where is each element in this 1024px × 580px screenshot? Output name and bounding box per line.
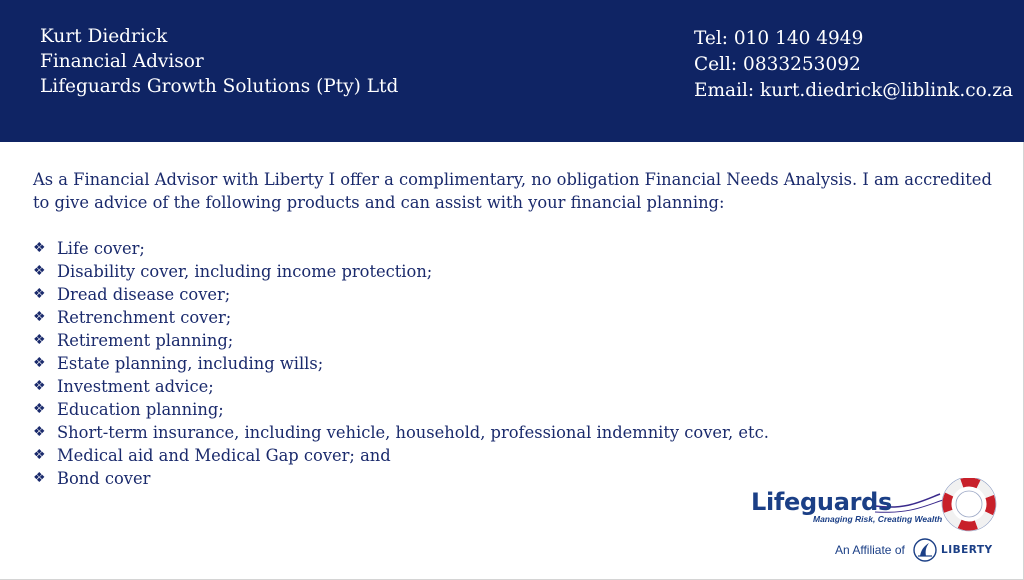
list-item [33, 306, 998, 329]
list-item [33, 444, 998, 467]
liberty-logo-icon [912, 537, 938, 563]
lifeguards-logo [745, 478, 1005, 568]
diamond-bullet-icon: ❖ [33, 309, 46, 325]
liberty-wordmark: LIBERTY [941, 544, 993, 556]
list-item-text: Life cover; [57, 239, 145, 258]
list-item [33, 237, 998, 260]
list-item-text: Retrenchment cover; [57, 308, 232, 327]
list-item-text: Bond cover [57, 469, 151, 488]
list-item [33, 283, 998, 306]
list-item-text: Retirement planning; [57, 331, 234, 350]
brand-name: Lifeguards [751, 488, 893, 516]
list-item-text: Dread disease cover; [57, 285, 231, 304]
advisor-name: Kurt Diedrick [40, 26, 168, 47]
advisor-company: Lifeguards Growth Solutions (Pty) Ltd [40, 76, 399, 97]
header-banner [0, 0, 1024, 142]
list-item [33, 260, 998, 283]
diamond-bullet-icon: ❖ [33, 378, 46, 394]
brand-tagline: Managing Risk, Creating Wealth [813, 514, 943, 524]
advisor-identity [40, 24, 398, 99]
diamond-bullet-icon: ❖ [33, 332, 46, 348]
list-item [33, 375, 998, 398]
contact-details [694, 26, 1013, 104]
list-item [33, 398, 998, 421]
email-address: Email: kurt.diedrick@liblink.co.za [694, 80, 1014, 101]
diamond-bullet-icon: ❖ [33, 240, 46, 256]
list-item [33, 421, 998, 444]
cell-number: Cell: 0833253092 [694, 54, 861, 75]
list-item-text: Short-term insurance, including vehicle, household, professional indemnity cover, etc. [57, 423, 769, 442]
list-item-text: Estate planning, including wills; [57, 354, 324, 373]
advisor-role: Financial Advisor [40, 51, 204, 72]
diamond-bullet-icon: ❖ [33, 424, 46, 440]
diamond-bullet-icon: ❖ [33, 263, 46, 279]
list-item [33, 329, 998, 352]
card-body [33, 168, 998, 490]
list-item [33, 352, 998, 375]
list-item-text: Medical aid and Medical Gap cover; and [57, 446, 391, 465]
telephone-number: Tel: 010 140 4949 [694, 28, 864, 49]
list-item-text: Investment advice; [57, 377, 214, 396]
list-item-text: Education planning; [57, 400, 224, 419]
product-list [33, 237, 998, 490]
diamond-bullet-icon: ❖ [33, 401, 46, 417]
affiliate-label: An Affiliate of [835, 543, 905, 557]
intro-paragraph: As a Financial Advisor with Liberty I offer a complimentary, no obligation Financial Needs Analysis. I am accredited to give advice of the following products and can assist with your financial planning: [33, 170, 992, 212]
diamond-bullet-icon: ❖ [33, 355, 46, 371]
list-item-text: Disability cover, including income protection; [57, 262, 433, 281]
diamond-bullet-icon: ❖ [33, 470, 46, 486]
diamond-bullet-icon: ❖ [33, 286, 46, 302]
diamond-bullet-icon: ❖ [33, 447, 46, 463]
